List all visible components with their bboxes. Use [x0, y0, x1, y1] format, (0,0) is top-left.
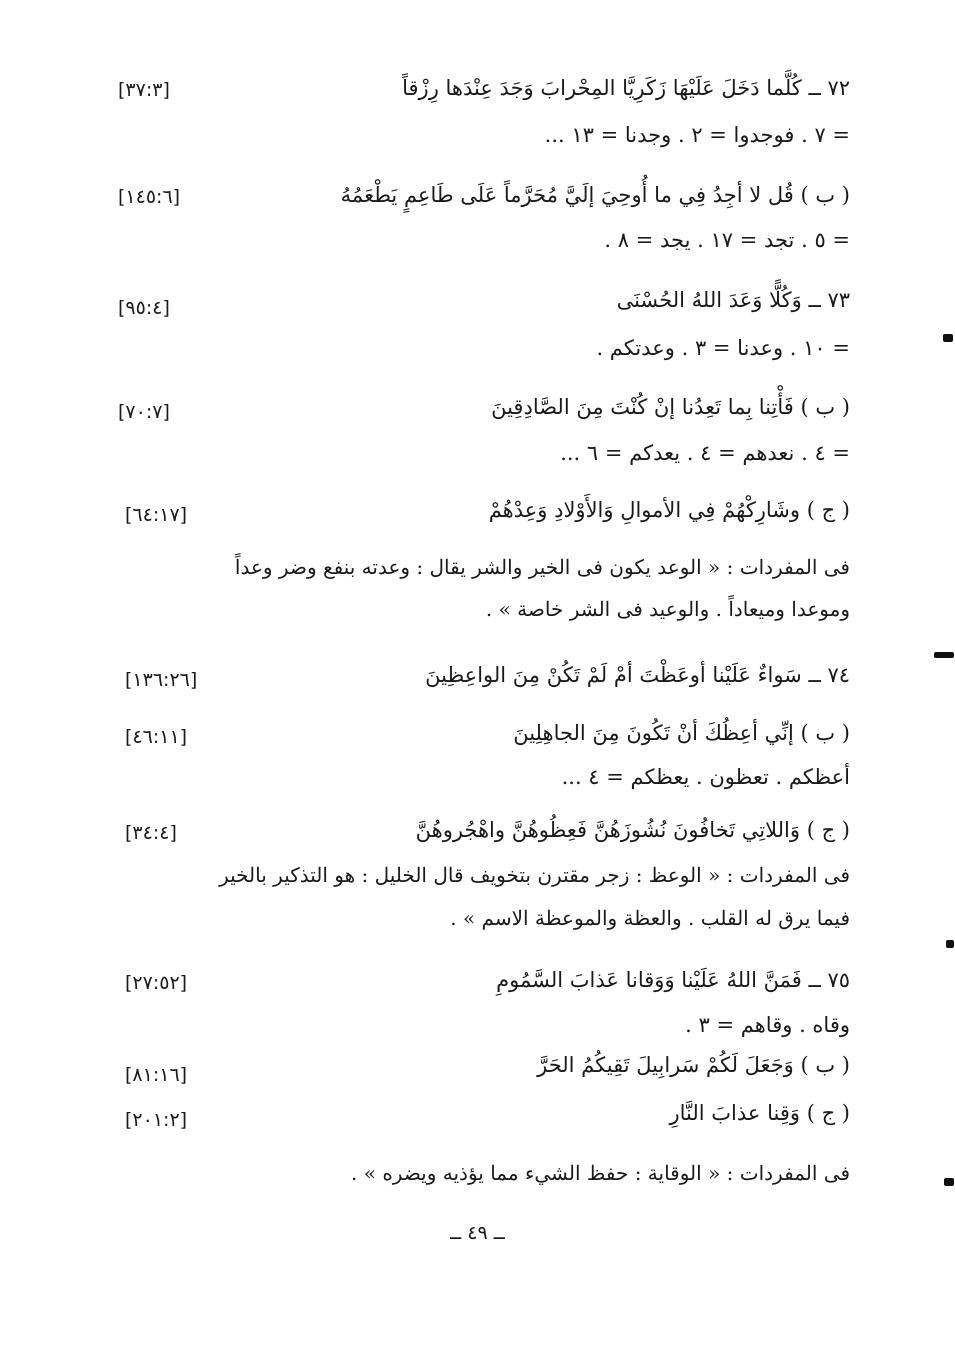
- commentary-line: فيما يرق له القلب . والعظة والموعظة الاسم » .: [450, 906, 850, 930]
- verse-reference: [١٣٦:٢٦]: [125, 669, 198, 691]
- verse-line: ٧٢ ــ كُلَّما دَخَلَ عَلَيْهَا زَكَرِيَّا المِحْرابَ وَجَدَ عِنْدَها رِزْقاً: [402, 76, 850, 100]
- verse-line: ( ب ) وَجَعَلَ لَكُمْ سَرابِيلَ تَقِيكُمُ الحَرَّ: [537, 1053, 850, 1077]
- verse-reference: [٩٥:٤]: [118, 297, 170, 319]
- derivation-line: أعظكم . تعظون . يعظكم = ٤ ...: [561, 765, 850, 789]
- verse-line: ( ج ) وَقِنا عذابَ النَّارِ: [669, 1101, 850, 1125]
- commentary-line: وموعدا وميعاداً . والوعيد فى الشر خاصة » .: [485, 597, 850, 621]
- verse-reference: [٣٧:٣]: [118, 79, 170, 101]
- verse-reference: [٢٧:٥٢]: [125, 972, 188, 994]
- verse-line: ( ب ) فَأْتِنا بِما تَعِدُنا إنْ كُنْتَ مِنَ الصَّادِقِينَ: [491, 395, 850, 419]
- derivation-line: = ٤ . نعدهم = ٤ . يعدكم = ٦ ...: [560, 441, 850, 465]
- page-number: ــ ٤٩ ــ: [450, 1222, 505, 1244]
- verse-line: ( ج ) وَاللاتِي تَخافُونَ نُشُوزَهُنَّ فَعِظُوهُنَّ واهْجُروهُنَّ: [415, 818, 850, 842]
- commentary-line: فى المفردات : « الوعظ : زجر مقترن بتخويف قال الخليل : هو التذكير بالخير: [219, 863, 850, 887]
- verse-line: ( ج ) وشَارِكْهُمْ فِي الأموالِ وَالأَوْلادِ وَعِدْهُمْ: [488, 498, 850, 522]
- scan-artifact: [944, 1178, 954, 1186]
- derivation-line: = ١٠ . وعدنا = ٣ . وعدتكم .: [596, 336, 850, 360]
- commentary-line: فى المفردات : « الوقاية : حفظ الشيء مما يؤذيه ويضره » .: [351, 1161, 850, 1185]
- verse-reference: [٢٠١:٢]: [125, 1109, 188, 1131]
- scan-artifact: [943, 334, 953, 342]
- verse-line: ( ب ) إنِّي أعِظُكَ أنْ تَكُونَ مِنَ الجاهِلِينَ: [513, 721, 850, 745]
- verse-reference: [٣٤:٤]: [125, 822, 177, 844]
- verse-reference: [٨١:١٦]: [125, 1064, 188, 1086]
- commentary-line: فى المفردات : « الوعد يكون فى الخير والشر يقال : وعدته بنفع وضر وعداً: [234, 555, 850, 579]
- derivation-line: وقاه . وقاهم = ٣ .: [685, 1013, 850, 1037]
- scan-artifact: [946, 940, 954, 948]
- verse-line: ٧٤ ــ سَواءٌ عَلَيْنا أوعَظْتَ أمْ لَمْ تَكُنْ مِنَ الواعِظِينَ: [425, 663, 850, 687]
- verse-reference: [٦٤:١٧]: [125, 504, 188, 526]
- verse-line: ٧٥ ــ فَمَنَّ اللهُ عَلَيْنا وَوَقانا عَذابَ السَّمُومِ: [496, 968, 850, 992]
- verse-reference: [٤٦:١١]: [125, 726, 188, 748]
- verse-line: ( ب ) قُل لا أجِدُ فِي ما أُوحِيَ إلَيَّ مُحَرَّماً عَلَى طَاعِمٍ يَطْعَمُهُ: [340, 183, 850, 207]
- derivation-line: = ٥ . تجد = ١٧ . يجد = ٨ .: [604, 228, 850, 252]
- verse-reference: [١٤٥:٦]: [118, 186, 181, 208]
- verse-reference: [٧٠:٧]: [118, 401, 170, 423]
- scan-artifact: [934, 652, 954, 658]
- verse-line: ٧٣ ــ وَكُلًّا وَعَدَ اللهُ الحُسْنَى: [616, 288, 850, 312]
- derivation-line: = ٧ . فوجدوا = ٢ . وجدنا = ١٣ ...: [544, 123, 850, 147]
